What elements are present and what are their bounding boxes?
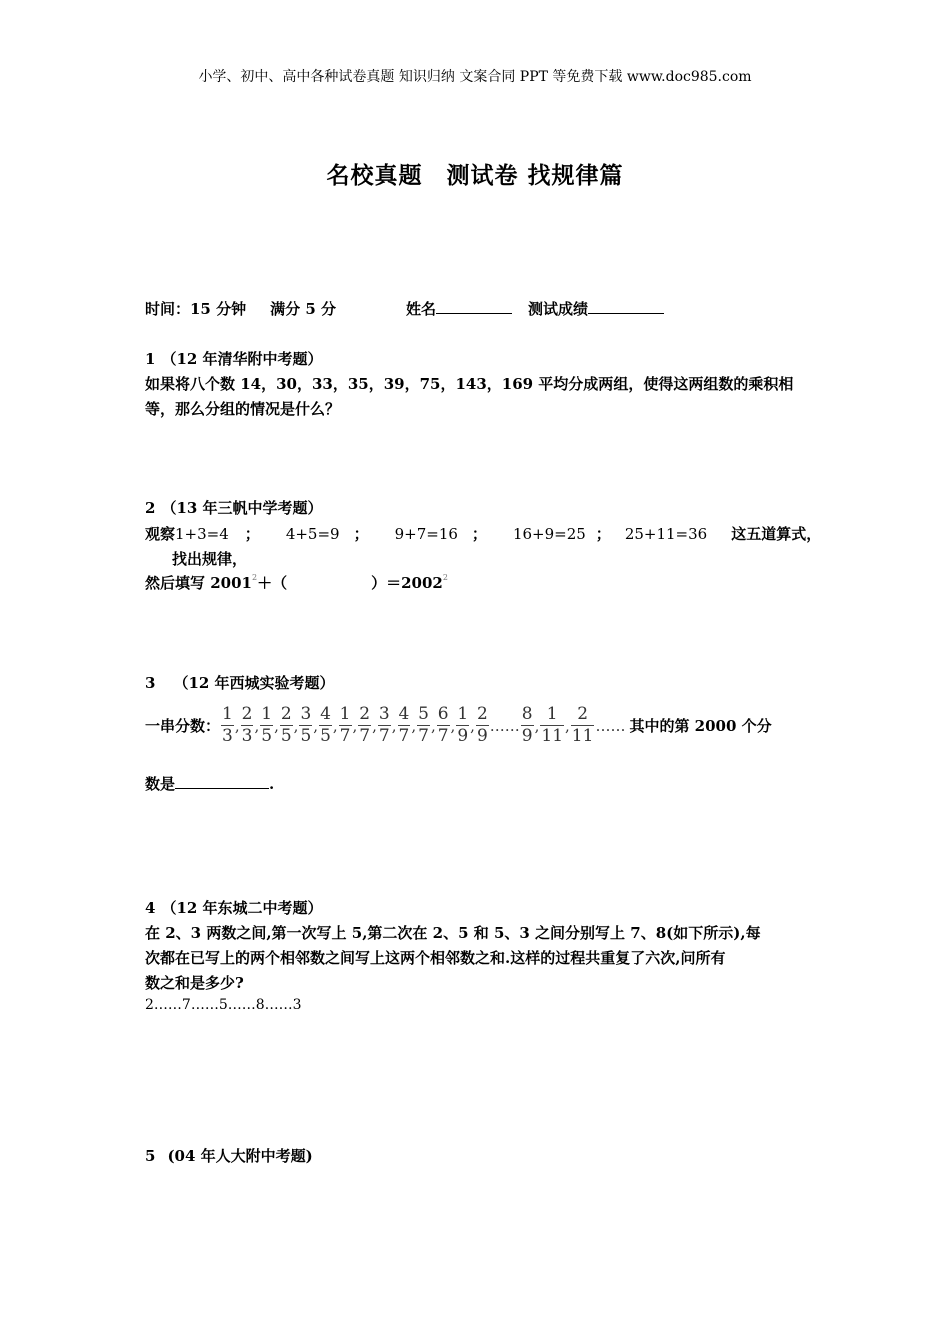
numerator: 2 — [280, 704, 292, 724]
numerator: 3 — [300, 704, 312, 724]
comma: , — [234, 716, 240, 735]
page-header: 小学、初中、高中各种试卷真题 知识归纳 文案合同 PPT 等免费下载 www.doc985.com — [198, 69, 752, 85]
fraction — [319, 706, 332, 745]
question-3-line-2 — [145, 773, 274, 794]
numerator: 1 — [457, 704, 469, 724]
denominator: 7 — [418, 726, 429, 746]
denominator: 7 — [339, 726, 351, 746]
question-5-header — [145, 1145, 313, 1166]
fraction — [521, 706, 534, 745]
denominator: 7 — [398, 726, 410, 746]
fraction-series-b — [520, 706, 596, 745]
numerator: 1 — [261, 704, 273, 724]
numerator: 5 — [418, 704, 429, 724]
denominator: 5 — [300, 726, 312, 746]
question-number: 3 — [145, 674, 156, 692]
question-source: （13 年三帆中学考题） — [161, 499, 323, 517]
comma: , — [254, 716, 260, 735]
superscript: 2 — [251, 573, 258, 582]
question-2-line-2: 找出规律， — [172, 550, 248, 568]
comma: , — [411, 716, 417, 735]
time-limit: 时间：15 分钟 — [145, 300, 247, 318]
question-2-tail: 这五道算式， — [731, 525, 822, 543]
denominator: 11 — [571, 726, 594, 746]
question-2-header — [145, 497, 323, 518]
separator: ； — [244, 525, 260, 543]
separator: ； — [353, 525, 369, 543]
ellipsis: …… — [595, 716, 626, 735]
test-info — [145, 298, 664, 319]
question-number: 5 — [145, 1147, 156, 1165]
numerator: 6 — [437, 704, 449, 724]
question-source: （12 年东城二中考题） — [161, 899, 323, 917]
equation-1: 1+3=4 — [175, 525, 229, 543]
full-score: 满分 5 分 — [270, 300, 336, 318]
fraction-series-a — [220, 706, 490, 745]
numerator: 1 — [339, 704, 351, 724]
answer-blank[interactable] — [175, 774, 269, 789]
question-source: （12 年西城实验考题） — [173, 674, 335, 692]
equation-2: 4+5=9 — [285, 525, 340, 543]
comma: , — [534, 716, 540, 735]
denominator: 7 — [437, 726, 449, 746]
separator: ； — [595, 525, 611, 543]
comma: , — [313, 716, 319, 735]
numerator: 3 — [378, 704, 390, 724]
fraction — [571, 706, 595, 745]
name-blank[interactable] — [436, 299, 512, 314]
denominator: 5 — [261, 726, 273, 746]
question-4-header — [145, 897, 323, 918]
numerator: 2 — [476, 704, 488, 724]
comma: , — [352, 716, 358, 735]
question-3-line-1 — [145, 706, 772, 745]
denominator: 11 — [541, 726, 564, 746]
comma: , — [372, 716, 377, 735]
score-blank[interactable] — [588, 299, 664, 314]
separator: ； — [471, 525, 487, 543]
comma: , — [470, 716, 475, 735]
number-sequence: 2……7……5……8……3 — [145, 997, 302, 1013]
question-2-line-3 — [145, 572, 448, 593]
comma: , — [274, 716, 279, 735]
page-title: 名校真题 测试卷 找规律篇 — [326, 163, 624, 189]
question-1-header — [145, 348, 323, 369]
fraction — [280, 706, 293, 745]
denominator: 7 — [378, 726, 390, 746]
question-4-line-2: 次都在已写上的两个相邻数之间写上这两个相邻数之和.这样的过程共重复了六次,问所有 — [145, 949, 726, 967]
denominator: 7 — [359, 726, 371, 746]
question-number: 1 — [145, 350, 156, 368]
fraction — [398, 706, 411, 745]
denominator: 3 — [222, 726, 233, 746]
score-label: 测试成绩 — [528, 300, 589, 318]
question-1-line-1: 如果将八个数 14，30，33，35，39，75，143，169 平均分成两组，使得这两组数的乘积相 — [145, 375, 794, 393]
fraction — [260, 706, 273, 745]
equation-5: 25+11=36 — [624, 525, 708, 543]
name-label: 姓名 — [406, 300, 437, 318]
numerator: 4 — [320, 704, 331, 724]
fill-text-c: ）＝2002 — [371, 574, 443, 592]
denominator: 3 — [241, 726, 253, 746]
denominator: 9 — [476, 726, 488, 746]
fraction — [299, 706, 312, 745]
question-4-line-1: 在 2、3 两数之间,第一次写上 5,第二次在 2、5 和 5、3 之间分别写上 7、8(如下所示),每 — [145, 924, 761, 942]
equation-3: 9+7=16 — [394, 525, 458, 543]
comma: , — [565, 716, 570, 735]
question-source: （12 年清华附中考题） — [161, 350, 323, 368]
numerator: 2 — [359, 704, 371, 724]
question-2-line-1 — [145, 523, 821, 544]
fraction — [437, 706, 450, 745]
fraction — [476, 706, 489, 745]
fraction — [241, 706, 254, 745]
period: . — [269, 775, 275, 793]
observe-label: 观察 — [145, 525, 176, 543]
denominator: 5 — [280, 726, 292, 746]
question-4-line-3: 数之和是多少? — [145, 974, 244, 992]
question-3-tail: 其中的第 2000 个分 — [629, 717, 772, 735]
comma: , — [293, 716, 299, 735]
numerator: 2 — [241, 704, 253, 724]
comma: , — [430, 716, 436, 735]
numerator: 1 — [546, 704, 558, 724]
numerator: 8 — [521, 704, 533, 724]
question-3-text: 数是 — [145, 775, 176, 793]
question-1-line-2: 等，那么分组的情况是什么？ — [145, 400, 341, 418]
fill-text-a: 然后填写 2001 — [145, 574, 252, 592]
numerator: 2 — [577, 704, 589, 724]
fraction — [540, 706, 564, 745]
denominator: 9 — [521, 726, 533, 746]
ellipsis: …… — [489, 716, 520, 735]
fraction — [221, 706, 234, 745]
superscript: 2 — [442, 573, 448, 582]
fraction — [358, 706, 371, 745]
fill-text-b: ＋（ — [257, 574, 288, 592]
fraction — [378, 706, 391, 745]
numerator: 4 — [398, 704, 410, 724]
numerator: 1 — [222, 704, 233, 724]
question-3-header — [145, 672, 335, 693]
comma: , — [391, 716, 397, 735]
question-source: (04 年人大附中考题) — [167, 1147, 313, 1165]
comma: , — [450, 716, 456, 735]
comma: , — [332, 716, 338, 735]
series-lead: 一串分数： — [145, 717, 221, 735]
question-number: 4 — [145, 899, 156, 917]
equation-4: 16+9=25 — [512, 525, 586, 543]
fraction — [456, 706, 469, 745]
denominator: 9 — [457, 726, 469, 746]
denominator: 5 — [320, 726, 331, 746]
fraction — [417, 706, 430, 745]
fraction — [339, 706, 352, 745]
question-number: 2 — [145, 499, 156, 517]
